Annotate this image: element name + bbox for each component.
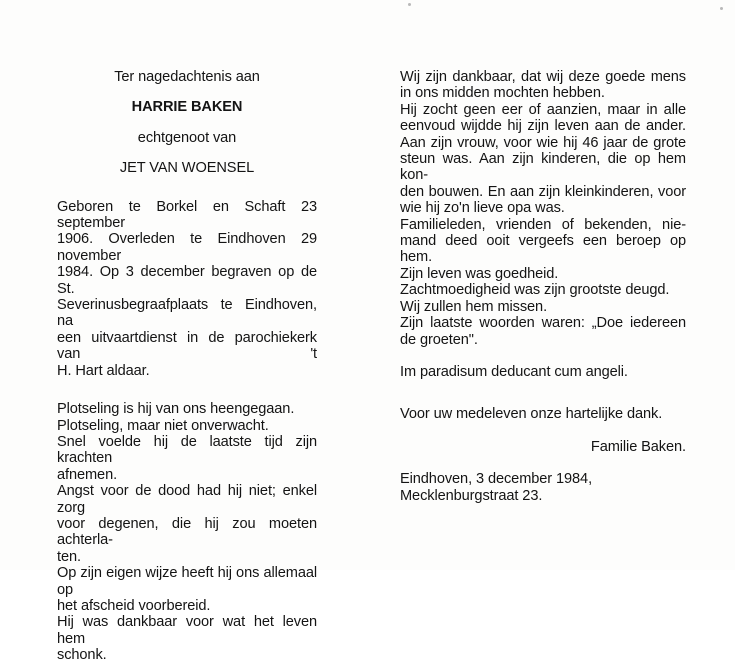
latin-line: Im paradisum deducant cum angeli. xyxy=(400,363,628,380)
text-line: Aan zijn vrouw, voor wie hij 46 jaar de grote xyxy=(400,134,686,151)
text-line: Plotseling is hij van ons heengegaan. xyxy=(57,401,295,418)
text-line: Snel voelde hij de laatste tijd zijn krachten xyxy=(57,433,317,467)
text-line: steun was. Aan zijn kinderen, die op hem kon- xyxy=(400,151,686,184)
print-speck xyxy=(408,3,411,6)
text-line: afnemen. xyxy=(57,466,118,483)
address: Mecklenburgstraat 23. xyxy=(400,487,543,504)
text-line: Angst voor de dood had hij niet; enkel zorg xyxy=(57,483,317,516)
place-date: Eindhoven, 3 december 1984, xyxy=(400,471,593,488)
print-speck xyxy=(720,7,723,10)
text-line: een uitvaartdienst in de parochiekerk van 't xyxy=(57,329,317,363)
text-line: de groeten". xyxy=(400,331,478,348)
text-line: mand deed ooit vergeefs een beroep op hem. xyxy=(400,233,686,266)
text-line: Plotseling, maar niet onverwacht. xyxy=(57,417,269,434)
text-line: eenvoud wijdde hij zijn leven aan de ander. xyxy=(400,118,686,135)
text-line: voor degenen, die hij zou moeten achterla- xyxy=(57,515,317,549)
text-line: H. Hart aldaar. xyxy=(57,362,150,379)
text-line: Hij was dankbaar voor wat het leven hem xyxy=(57,614,317,647)
text-line: Hij zocht geen eer of aanzien, maar in alle xyxy=(400,101,686,118)
text-line: in ons midden mochten hebben. xyxy=(400,85,605,102)
text-line: het afscheid voorbereid. xyxy=(57,597,211,614)
text-line: 1984. Op 3 december begraven op de St. xyxy=(57,264,317,297)
signature: Familie Baken. xyxy=(590,438,686,455)
deceased-name: HARRIE BAKEN xyxy=(131,99,243,116)
tribute-paragraph xyxy=(400,69,686,348)
text-line: Zijn laatste woorden waren: „Doe iedereen xyxy=(400,315,686,332)
text-line: Zachtmoedigheid was zijn grootste deugd. xyxy=(400,282,670,299)
text-line: den bouwen. En aan zijn kleinkinderen, voor xyxy=(400,183,686,200)
thanks-line: Voor uw medeleven onze hartelijke dank. xyxy=(400,406,663,423)
poem-paragraph xyxy=(57,401,317,664)
text-line: schonk. xyxy=(57,647,107,664)
text-line: Wij zijn dankbaar, dat wij deze goede mens xyxy=(400,69,686,85)
intro-line: Ter nagedachtenis aan xyxy=(114,69,260,85)
text-line: 1906. Overleden te Eindhoven 29 november xyxy=(57,231,317,264)
spouse-name: JET VAN WOENSEL xyxy=(119,160,255,177)
text-line: wie hij zo'n lieve opa was. xyxy=(400,200,565,217)
text-line: ten. xyxy=(57,548,81,565)
text-line: Familieleden, vrienden of bekenden, nie- xyxy=(400,216,686,233)
right-column xyxy=(400,69,686,504)
biography-paragraph xyxy=(57,199,317,379)
text-line: Wij zullen hem missen. xyxy=(400,298,548,315)
text-line: Geboren te Borkel en Schaft 23 september xyxy=(57,198,317,232)
place-date-block xyxy=(400,471,686,504)
text-line: Op zijn eigen wijze heeft hij ons allemaal op xyxy=(57,565,317,598)
text-line: Severinusbegraafplaats te Eindhoven, na xyxy=(57,297,317,330)
spouse-label: echtgenoot van xyxy=(137,129,237,146)
left-column xyxy=(57,69,317,664)
text-line: Zijn leven was goedheid. xyxy=(400,265,559,282)
